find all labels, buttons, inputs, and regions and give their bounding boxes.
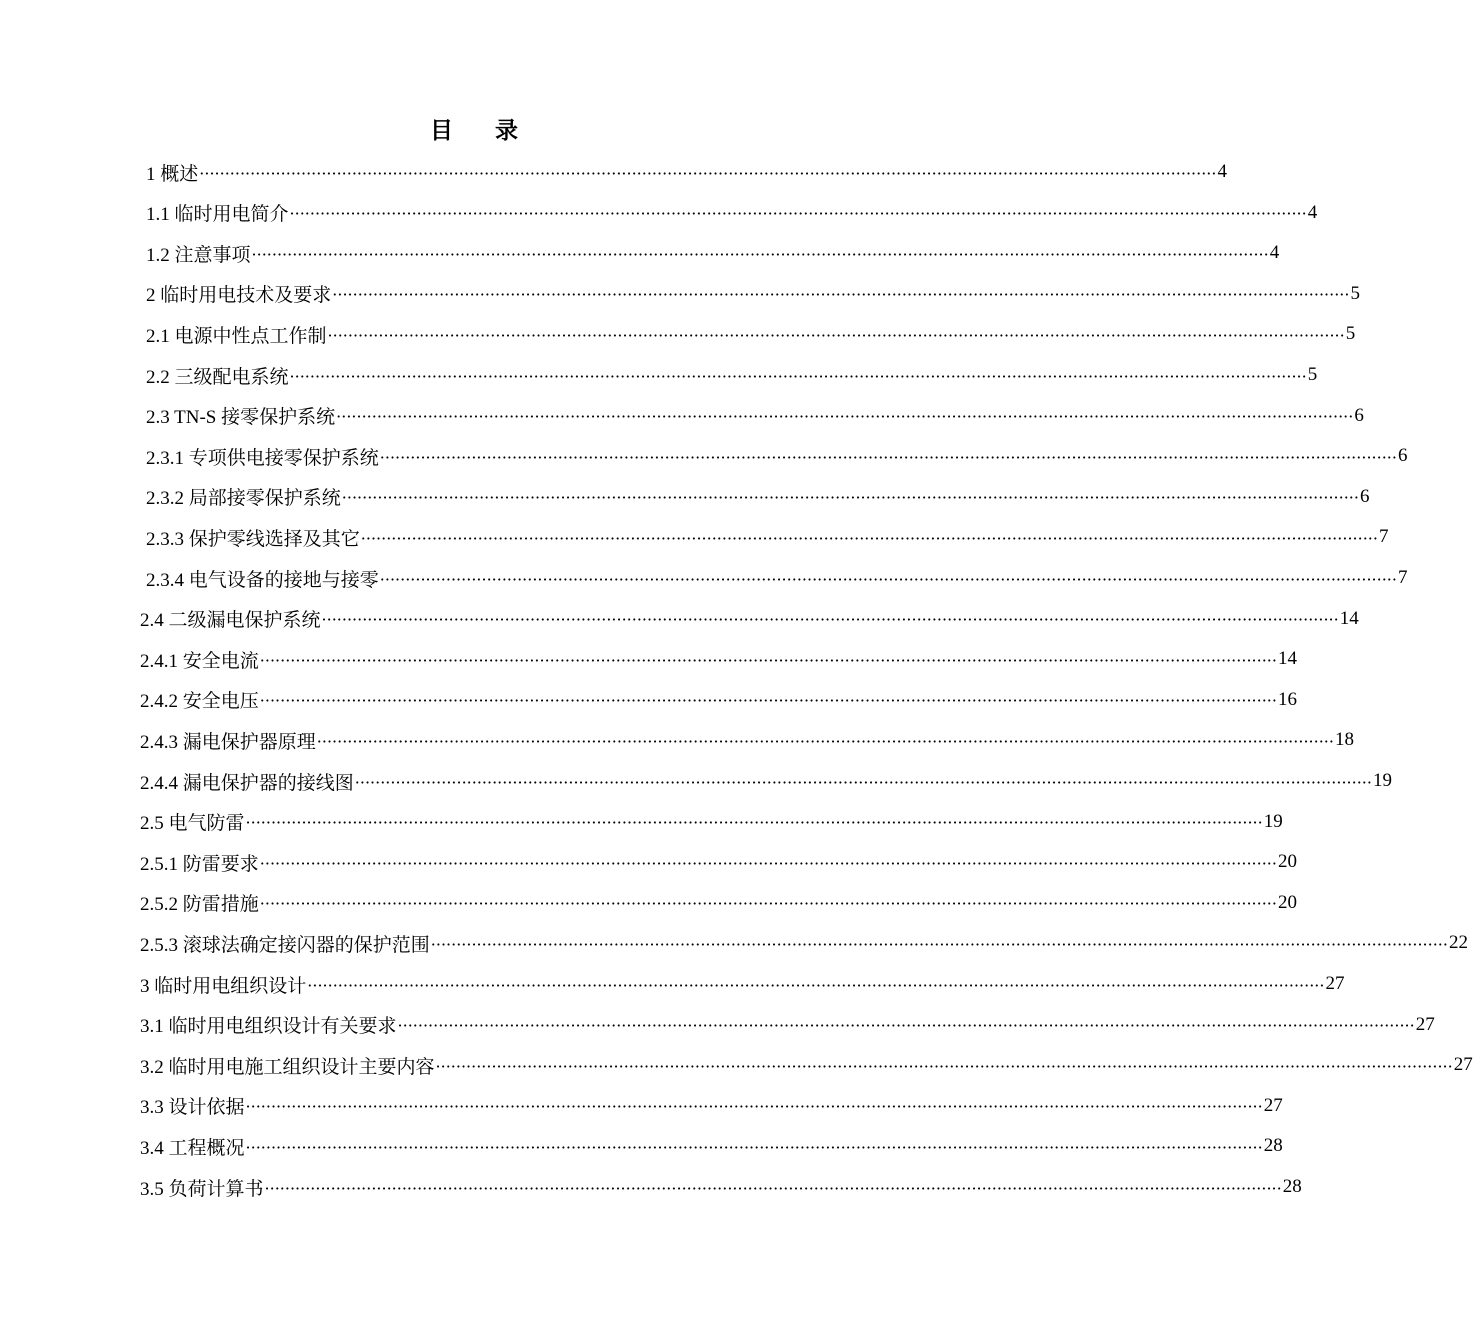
toc-leader-dots: ········································································································································································································	[245, 1097, 1263, 1117]
toc-entry[interactable]	[140, 721, 1354, 759]
toc-leader-dots: ········································································································································································································	[199, 163, 1217, 183]
toc-entry-label: 2.5 电气防雷	[140, 813, 245, 835]
toc-entry-page-number: 27	[1415, 1013, 1435, 1035]
toc-entry[interactable]	[146, 397, 1364, 435]
toc-entry-label: 3.5 负荷计算书	[140, 1178, 264, 1200]
toc-entry[interactable]	[146, 559, 1408, 597]
toc-entry[interactable]	[140, 1127, 1283, 1165]
toc-entry-page-number: 5	[1307, 364, 1318, 385]
toc-entry[interactable]	[140, 1168, 1302, 1206]
toc-leader-dots: ········································································································································································································	[251, 244, 1269, 264]
toc-entry[interactable]	[146, 153, 1227, 191]
toc-leader-dots: ········································································································································································································	[327, 325, 1345, 345]
toc-entry-label: 1.2 注意事项	[146, 244, 251, 266]
toc-entry[interactable]	[146, 518, 1389, 556]
toc-entry[interactable]	[146, 356, 1318, 394]
toc-entry-label: 1.1 临时用电简介	[146, 204, 289, 226]
toc-entry-page-number: 7	[1378, 526, 1389, 548]
toc-leader-dots: ········································································································································································································	[245, 1137, 1263, 1157]
toc-entry-label: 2.2 三级配电系统	[146, 366, 289, 388]
toc-entry-label: 3 临时用电组织设计	[140, 975, 307, 997]
toc-entry-label: 2.3.4 电气设备的接地与接零	[146, 569, 379, 591]
toc-leader-dots: ········································································································································································································	[307, 975, 1325, 995]
toc-leader-dots: ········································································································································································································	[316, 731, 1334, 751]
toc-entry-label: 2.4.2 安全电压	[140, 691, 259, 713]
toc-entry[interactable]	[140, 762, 1392, 800]
toc-entry-label: 2.3 TN-S 接零保护系统	[146, 407, 336, 429]
toc-leader-dots: ········································································································································································································	[259, 853, 1277, 873]
toc-entry[interactable]	[146, 478, 1370, 516]
toc-entry-label: 2.4.3 漏电保护器原理	[140, 731, 316, 753]
toc-entry-page-number: 5	[1350, 282, 1360, 304]
toc-entry-label: 1 概述	[146, 163, 199, 185]
toc-entry-page-number: 14	[1277, 648, 1297, 670]
toc-title-char-2: 录	[495, 118, 520, 144]
toc-entry[interactable]	[146, 234, 1280, 272]
toc-leader-dots: ········································································································································································································	[354, 772, 1372, 792]
toc-leader-dots: ········································································································································································································	[435, 1056, 1453, 1076]
toc-entry[interactable]	[146, 315, 1356, 353]
toc-entry-page-number: 14	[1339, 607, 1359, 629]
toc-entry-label: 2.4.4 漏电保护器的接线图	[140, 772, 354, 794]
toc-leader-dots: ········································································································································································································	[259, 691, 1277, 711]
toc-entry[interactable]	[140, 924, 1468, 962]
toc-entry-page-number: 16	[1277, 688, 1297, 710]
toc-entry-label: 3.4 工程概况	[140, 1137, 245, 1159]
toc-entry-page-number: 27	[1263, 1094, 1283, 1116]
toc-entry[interactable]	[140, 843, 1297, 881]
toc-entry-label: 2.3.2 局部接零保护系统	[146, 488, 341, 510]
toc-leader-dots: ········································································································································································································	[360, 528, 1378, 548]
toc-entry[interactable]	[140, 803, 1283, 841]
toc-entry[interactable]	[146, 194, 1318, 232]
toc-entry-label: 2.4 二级漏电保护系统	[140, 610, 321, 632]
toc-leader-dots: ········································································································································································································	[289, 366, 1307, 386]
toc-entry-page-number: 27	[1325, 973, 1345, 994]
toc-leader-dots: ········································································································································································································	[430, 934, 1448, 954]
toc-leader-dots: ········································································································································································································	[264, 1178, 1282, 1198]
toc-entry-page-number: 18	[1334, 729, 1354, 751]
toc-entry-page-number: 4	[1269, 242, 1280, 264]
toc-entry[interactable]	[140, 640, 1297, 678]
toc-leader-dots: ········································································································································································································	[259, 894, 1277, 914]
toc-leader-dots: ········································································································································································································	[321, 610, 1339, 630]
toc-entry-label: 2.3.3 保护零线选择及其它	[146, 528, 360, 550]
toc-entry-page-number: 6	[1397, 445, 1408, 467]
toc-entry[interactable]	[140, 884, 1297, 922]
toc-entry-label: 3.3 设计依据	[140, 1097, 245, 1119]
toc-entry-label: 3.2 临时用电施工组织设计主要内容	[140, 1056, 435, 1078]
toc-title-char-1: 目	[430, 118, 455, 144]
toc-leader-dots: ········································································································································································································	[259, 650, 1277, 670]
toc-leader-dots: ········································································································································································································	[332, 285, 1350, 305]
toc-entry-page-number: 6	[1359, 485, 1370, 507]
toc-entry-page-number: 5	[1345, 323, 1356, 345]
toc-entry-label: 2.5.1 防雷要求	[140, 853, 259, 875]
toc-entry[interactable]	[140, 1046, 1473, 1084]
toc-entry-label: 2.5.3 滚球法确定接闪器的保护范围	[140, 934, 430, 956]
toc-leader-dots: ········································································································································································································	[397, 1016, 1415, 1036]
toc-entry-label: 3.1 临时用电组织设计有关要求	[140, 1016, 397, 1038]
toc-entry[interactable]	[140, 600, 1359, 638]
toc-entry-page-number: 22	[1448, 932, 1468, 954]
toc-title	[0, 112, 950, 145]
toc-entry-page-number: 19	[1263, 810, 1283, 832]
toc-entry[interactable]	[140, 681, 1297, 719]
toc-leader-dots: ········································································································································································································	[336, 407, 1354, 427]
toc-leader-dots: ········································································································································································································	[379, 447, 1397, 467]
toc-entry-page-number: 6	[1354, 404, 1364, 426]
toc-entry-page-number: 27	[1453, 1054, 1473, 1076]
toc-leader-dots: ········································································································································································································	[341, 488, 1359, 508]
toc-entry[interactable]	[140, 965, 1345, 1003]
toc-entry-page-number: 28	[1263, 1135, 1283, 1157]
toc-entry-label: 2.4.1 安全电流	[140, 650, 259, 672]
toc-leader-dots: ········································································································································································································	[379, 569, 1397, 589]
toc-entry-page-number: 20	[1277, 891, 1297, 913]
toc-entry-page-number: 28	[1282, 1176, 1302, 1197]
toc-entry-page-number: 7	[1397, 567, 1408, 588]
toc-entry[interactable]	[146, 275, 1360, 313]
toc-entry-page-number: 20	[1277, 851, 1297, 873]
toc-entry-page-number: 4	[1217, 161, 1227, 182]
toc-leader-dots: ········································································································································································································	[289, 204, 1307, 224]
toc-entry-label: 2 临时用电技术及要求	[146, 285, 332, 307]
toc-entry-page-number: 19	[1372, 770, 1392, 791]
toc-entry[interactable]	[140, 1087, 1283, 1125]
toc-entry-label: 2.1 电源中性点工作制	[146, 325, 327, 347]
toc-entry[interactable]	[146, 437, 1408, 475]
toc-entry[interactable]	[140, 1006, 1435, 1044]
toc-leader-dots: ········································································································································································································	[245, 813, 1263, 833]
toc-entry-page-number: 4	[1307, 201, 1318, 223]
toc-entry-label: 2.3.1 专项供电接零保护系统	[146, 447, 379, 469]
toc-entry-label: 2.5.2 防雷措施	[140, 894, 259, 916]
